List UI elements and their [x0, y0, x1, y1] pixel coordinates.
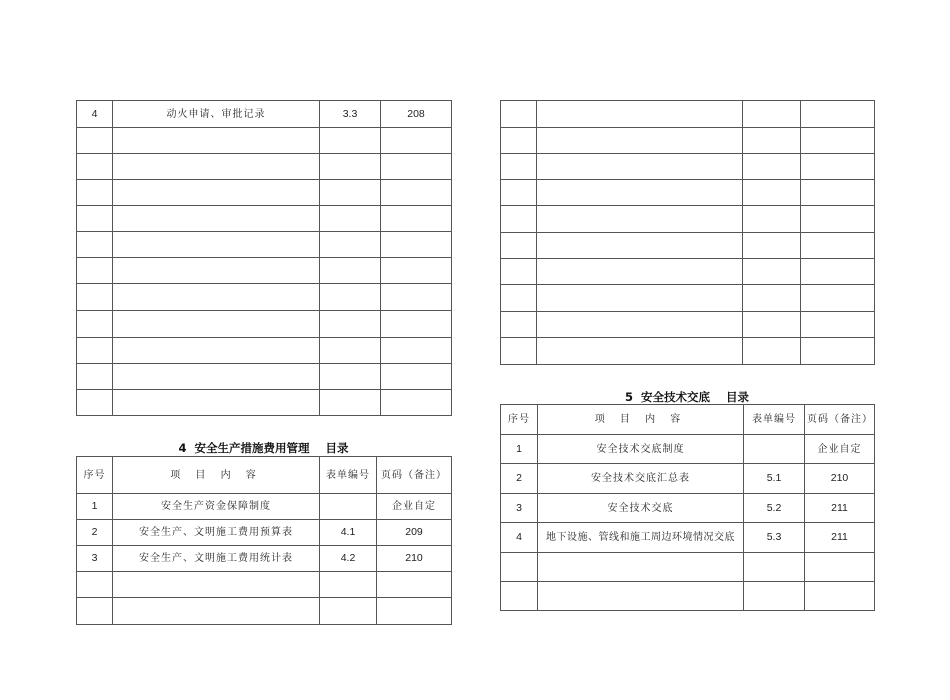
table-row: [501, 154, 875, 180]
page-number: 210: [377, 546, 452, 572]
item-content: 安全生产资金保障制度: [113, 494, 320, 520]
table-row: [77, 572, 452, 598]
header-form-number: 表单编号: [744, 405, 805, 435]
table-row: [77, 101, 452, 128]
row-number: 2: [77, 520, 113, 546]
section5-title: 5 安全技术交底 目录: [624, 390, 750, 404]
table-row: [77, 284, 452, 311]
header-page-number: 页码（备注）: [377, 457, 452, 494]
form-number: 4.2: [320, 546, 377, 572]
table-row: [77, 232, 452, 258]
table-header-row: [77, 457, 452, 494]
item-content: 地下设施、管线和施工周边环境情况交底: [538, 523, 744, 553]
table-row: [501, 101, 875, 128]
table-header-row: [501, 405, 875, 435]
table-row: [501, 180, 875, 206]
header-form-number: 表单编号: [320, 457, 377, 494]
table-row: [77, 180, 452, 206]
page-number: 208: [381, 101, 452, 128]
table-row: [77, 128, 452, 154]
item-content: 安全技术交底制度: [538, 435, 744, 464]
section4-table: [76, 456, 452, 625]
table-row: [501, 206, 875, 233]
item-content: 安全技术交底汇总表: [538, 464, 744, 494]
table-row: [77, 311, 452, 338]
header-item-content: 项 目 内 容: [113, 457, 320, 494]
table-row: [501, 312, 875, 338]
section5-table: [500, 404, 875, 611]
table-row: [77, 338, 452, 364]
table-row: [501, 582, 875, 611]
page-number: 211: [805, 523, 875, 553]
header-row-number: 序号: [77, 457, 113, 494]
item-content: 安全生产、文明施工费用统计表: [113, 546, 320, 572]
table-row: [77, 494, 452, 520]
page-number: 企业自定: [805, 435, 875, 464]
row-number: 1: [77, 494, 113, 520]
table-row: [77, 390, 452, 416]
form-number: 5.2: [744, 494, 805, 523]
item-content: 安全技术交底: [538, 494, 744, 523]
table-row: [77, 546, 452, 572]
table-row: [501, 338, 875, 365]
table-row: [501, 285, 875, 312]
form-number: [320, 494, 377, 520]
form-number: 5.1: [744, 464, 805, 494]
row-number: 1: [501, 435, 538, 464]
form-number: 5.3: [744, 523, 805, 553]
form-number: 3.3: [320, 101, 381, 128]
right-top-table: [500, 100, 875, 365]
table-row: [501, 464, 875, 494]
row-number: 4: [77, 101, 113, 128]
table-row: [77, 598, 452, 625]
row-number: 2: [501, 464, 538, 494]
table-row: [501, 553, 875, 582]
header-item-content: 项 目 内 容: [538, 405, 744, 435]
table-row: [77, 154, 452, 180]
form-number: [744, 435, 805, 464]
left-top-table: [76, 100, 452, 416]
table-row: [77, 258, 452, 284]
table-row: [77, 206, 452, 232]
form-number: 4.1: [320, 520, 377, 546]
page-number: 企业自定: [377, 494, 452, 520]
table-row: [77, 520, 452, 546]
table-row: [77, 364, 452, 390]
header-row-number: 序号: [501, 405, 538, 435]
page-number: 209: [377, 520, 452, 546]
page-number: 210: [805, 464, 875, 494]
table-row: [501, 233, 875, 259]
table-row: [501, 523, 875, 553]
table-row: [501, 494, 875, 523]
item-content: 安全生产、文明施工费用预算表: [113, 520, 320, 546]
item-content: 动火申请、审批记录: [113, 101, 320, 128]
table-row: [501, 435, 875, 464]
row-number: 3: [77, 546, 113, 572]
header-page-number: 页码（备注）: [805, 405, 875, 435]
section4-title: 4 安全生产措施费用管理 目录: [178, 441, 349, 455]
table-row: [501, 259, 875, 285]
row-number: 3: [501, 494, 538, 523]
row-number: 4: [501, 523, 538, 553]
table-row: [501, 128, 875, 154]
page-number: 211: [805, 494, 875, 523]
